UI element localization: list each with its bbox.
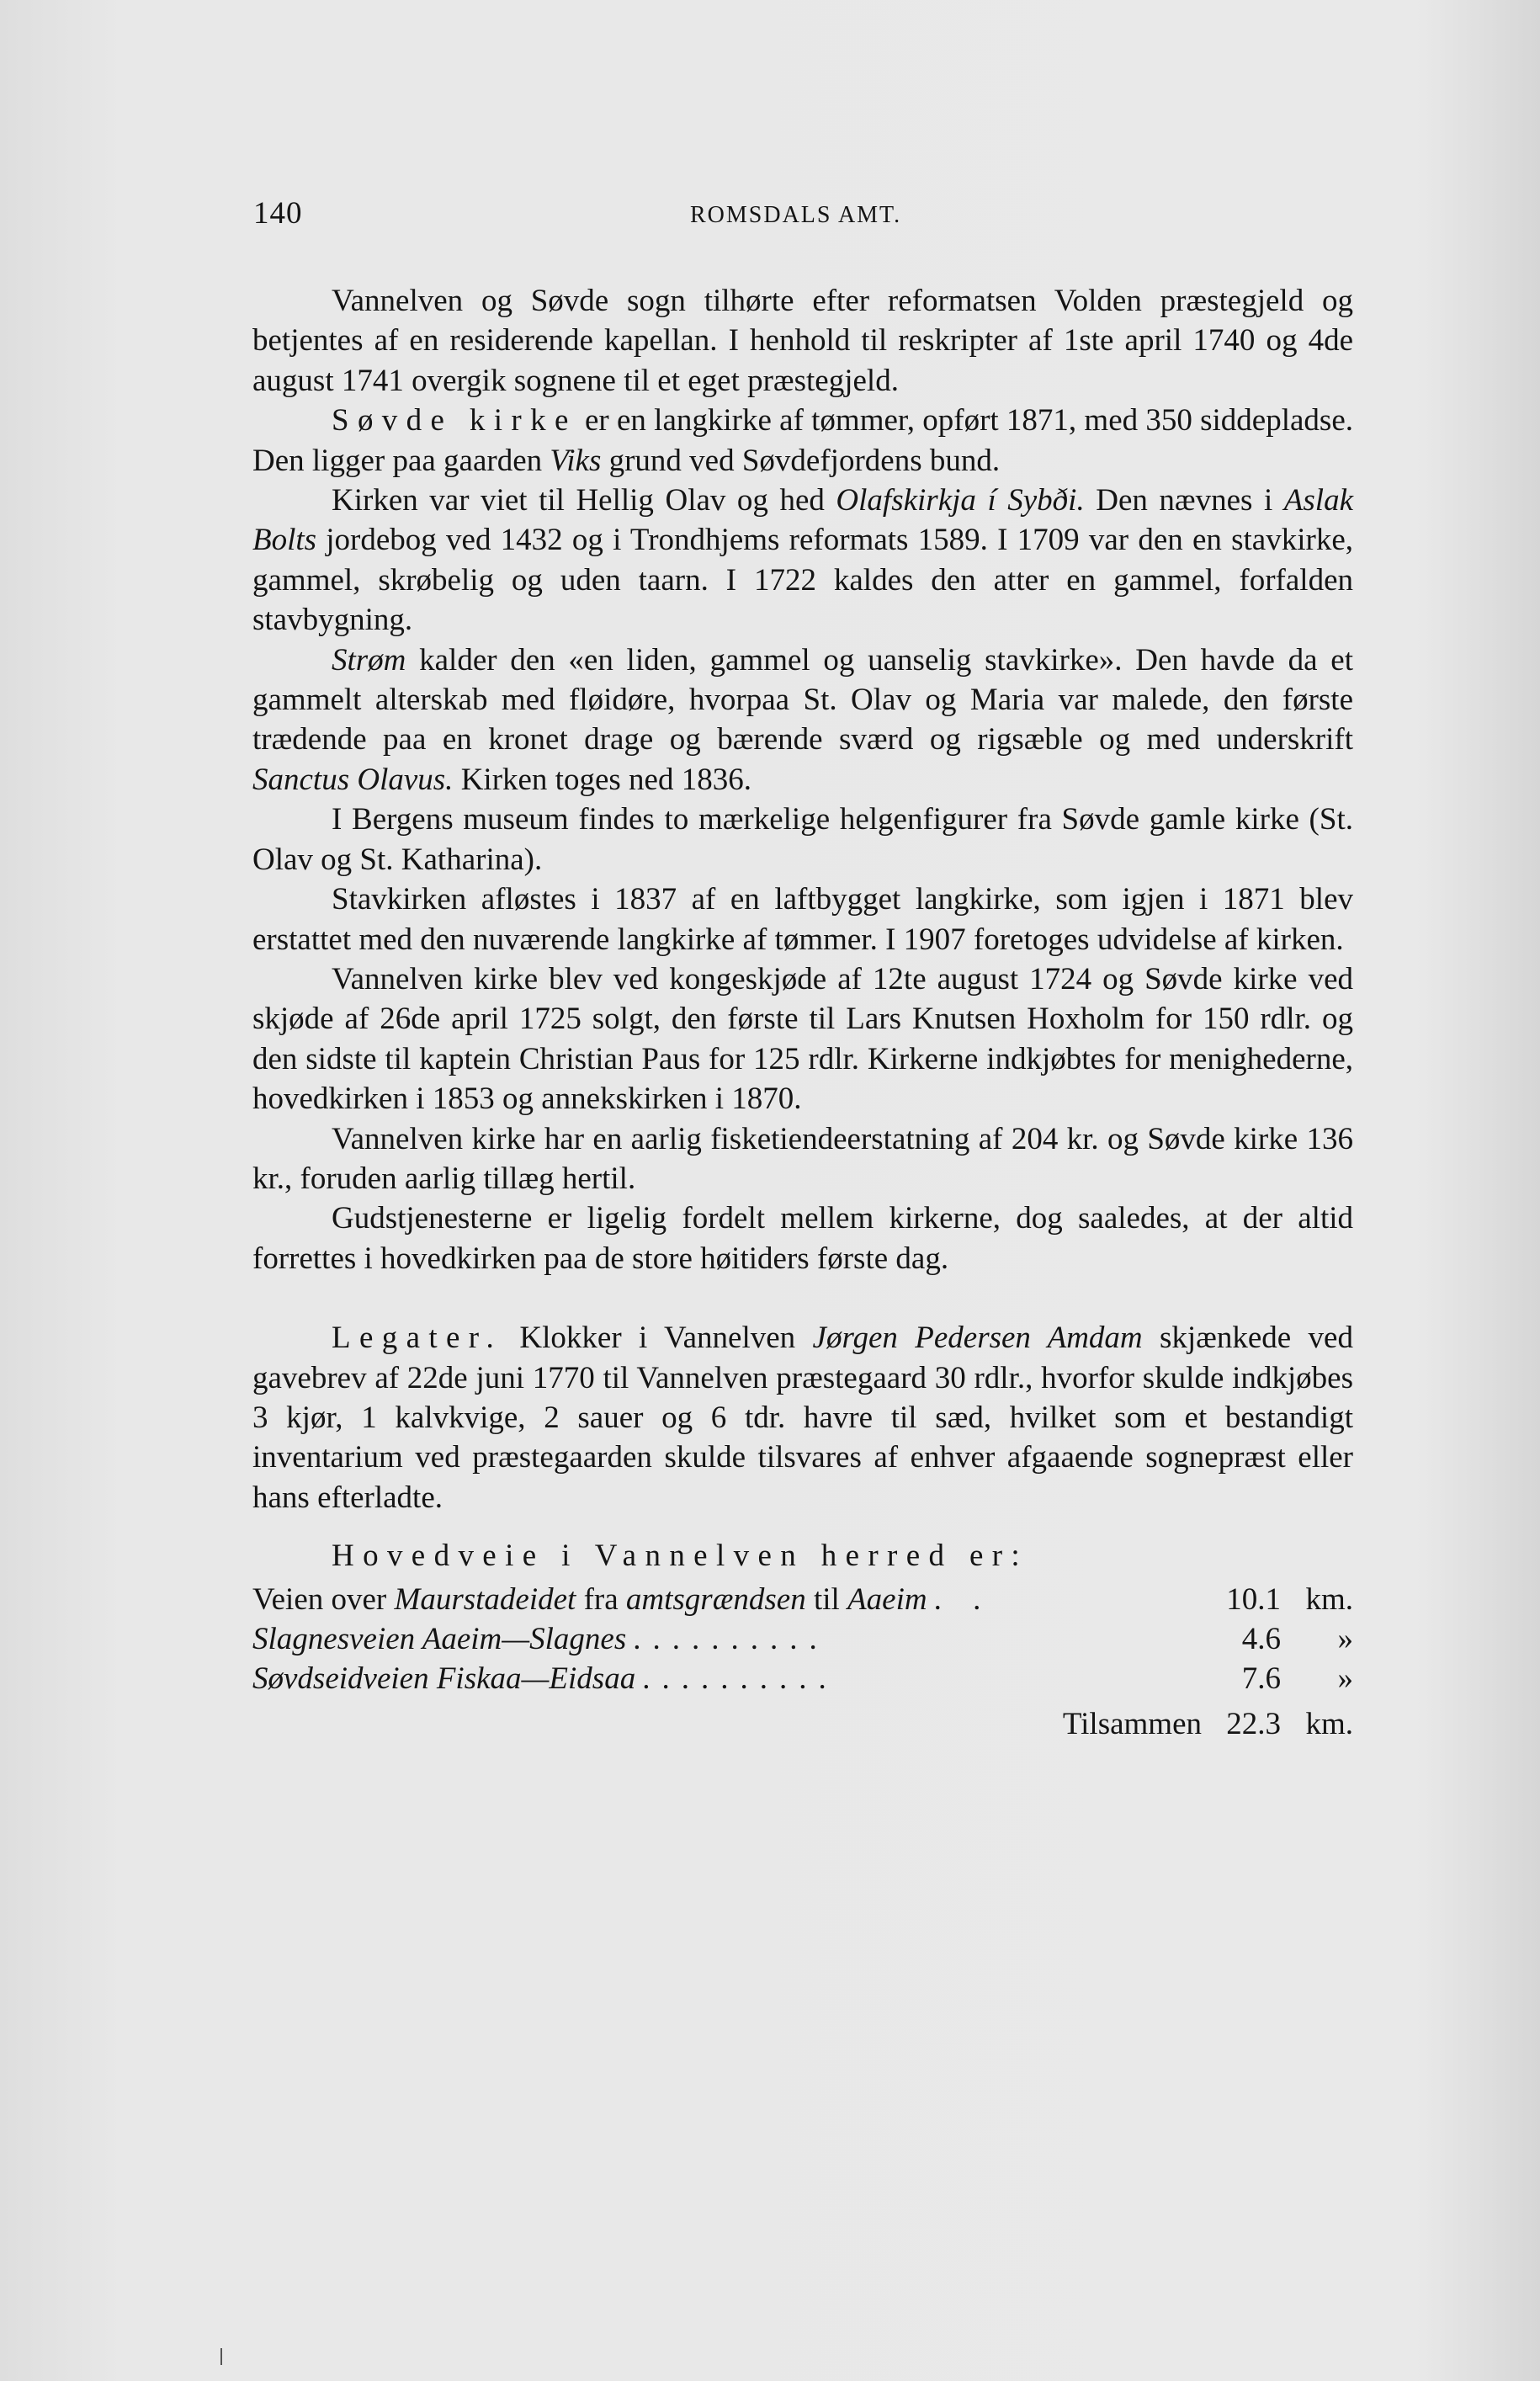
paragraph-olav-church: Kirken var viet til Hellig Olav og hed Olafskirkja í Sybði. Den nævnes i Aslak Bolts jordebog ved 1432 og i Trondhjems reformats 1589. I 1709 var den en stavkirke, gammel, skrøbelig og uden taarn. I 1722 kaldes den atter en gammel, forfalden stavbygning. <box>252 483 1353 638</box>
road-unit: km. <box>1305 1581 1353 1617</box>
road-route: Søvdseidveien Fiskaa—Eidsaa <box>252 1661 636 1697</box>
leader-dots: . . <box>933 1581 993 1617</box>
section-lead: Søvde kirke <box>332 403 577 438</box>
section-lead: Legater. <box>332 1321 503 1356</box>
road-row <box>252 1659 1353 1698</box>
roads-total <box>252 1704 1353 1744</box>
road-row <box>252 1619 1353 1659</box>
road-unit: » <box>1337 1622 1353 1656</box>
paragraph-services: Gudstjenesterne er ligelig fordelt mellem kirkerne, dog saaledes, at der altid forrettes i hovedkirken paa de store høitiders første dag. <box>252 1201 1353 1276</box>
roads-heading: Hovedveie i Vannelven herred er: <box>332 1539 1029 1574</box>
total-label: Tilsammen <box>1062 1706 1202 1741</box>
author-name: Strøm <box>332 642 406 678</box>
farm-name: Viks <box>550 443 602 478</box>
running-head: ROMSDALS AMT. <box>690 202 902 228</box>
inscription: Sanctus Olavus. <box>252 762 454 797</box>
body-text <box>252 281 1353 1744</box>
person-name: Jørgen Pedersen Amdam <box>812 1321 1143 1356</box>
church-old-name: Olafskirkja í Sybði. <box>836 483 1085 518</box>
road-route: Veien over Maurstadeidet fra amtsgrændsen til Aaeim <box>252 1581 927 1617</box>
paragraph-legater: Legater. Klokker i Vannelven Jørgen Pedersen Amdam skjænkede ved gavebrev af 22de juni 1770 til Vannelven præstegaard 30 rdlr., hvorfor skulde indkjøbes 3 kjør, 1 kalvkvige, 2 sauer og 6 tdr. havre til sæd, hvilket som et bestandigt inventarium ved præstegaarden skulde tilsvares af enhver afgaaende sognepræst eller hans efterladte. <box>252 1321 1353 1515</box>
spacer <box>252 1278 1353 1318</box>
total-value: 22.3 <box>1226 1706 1281 1741</box>
paragraph-church-sales: Vannelven kirke blev ved kongeskjøde af 12te august 1724 og Søvde kirke ved skjøde af 26de april 1725 solgt, den første til Lars Knutsen Hoxholm for 150 rdlr. og den sidste til kaptein Christian Paus for 125 rdlr. Kirkerne indkjøbtes for menighederne, hovedkirken i 1853 og annekskirken i 1870. <box>252 961 1353 1117</box>
paragraph-bergen-museum: I Bergens museum findes to mærkelige helgenfigurer fra Søvde gamle kirke (St. Olav og St. Katharina). <box>252 802 1353 877</box>
scan-mark <box>220 2348 222 2365</box>
source-name: Aslak Bolts <box>252 483 1353 558</box>
road-length: 10.1 <box>1226 1581 1281 1617</box>
leader-dots: .......... <box>642 1661 838 1697</box>
leader-dots: .......... <box>633 1622 829 1656</box>
road-row <box>252 1580 1353 1619</box>
road-length: 4.6 <box>1241 1622 1281 1656</box>
page-number: 140 <box>253 196 303 231</box>
road-route: Slagnesveien Aaeim—Slagnes <box>252 1622 627 1656</box>
spacer <box>252 1517 1353 1536</box>
paragraph-strom: Strøm kalder den «en liden, gammel og uanselig stavkirke». Den havde da et gammelt alterskab med fløidøre, hvorpaa St. Olav og Maria var malede, den første trædende paa en kronet drage og bærende sværd og rigsæble og med underskrift Sanctus Olavus. Kirken toges ned 1836. <box>252 642 1353 797</box>
paragraph-parish-history: Vannelven og Søvde sogn tilhørte efter reformatsen Volden præstegjeld og betjentes af en residerende kapellan. I henhold til reskripter af 1ste april 1740 og 4de august 1741 overgik sognene til et eget præstegjeld. <box>252 284 1353 398</box>
paragraph-stave-church: Stavkirken afløstes i 1837 af en laftbygget langkirke, som igjen i 1871 blev erstattet med den nuværende langkirke af tømmer. I 1907 foretoges udvidelse af kirken. <box>252 882 1353 957</box>
total-unit: km. <box>1305 1706 1353 1741</box>
road-length: 7.6 <box>1241 1661 1281 1697</box>
road-unit: » <box>1337 1661 1353 1697</box>
paragraph-fishing-tithe: Vannelven kirke har en aarlig fisketiendeerstatning af 204 kr. og Søvde kirke 136 kr., foruden aarlig tillæg hertil. <box>252 1121 1353 1196</box>
roads-table <box>252 1580 1353 1745</box>
paragraph-sovde-church: Søvde kirke er en langkirke af tømmer, opført 1871, med 350 siddepladse. Den ligger paa gaarden Viks grund ved Søvdefjordens bund. <box>252 403 1354 478</box>
